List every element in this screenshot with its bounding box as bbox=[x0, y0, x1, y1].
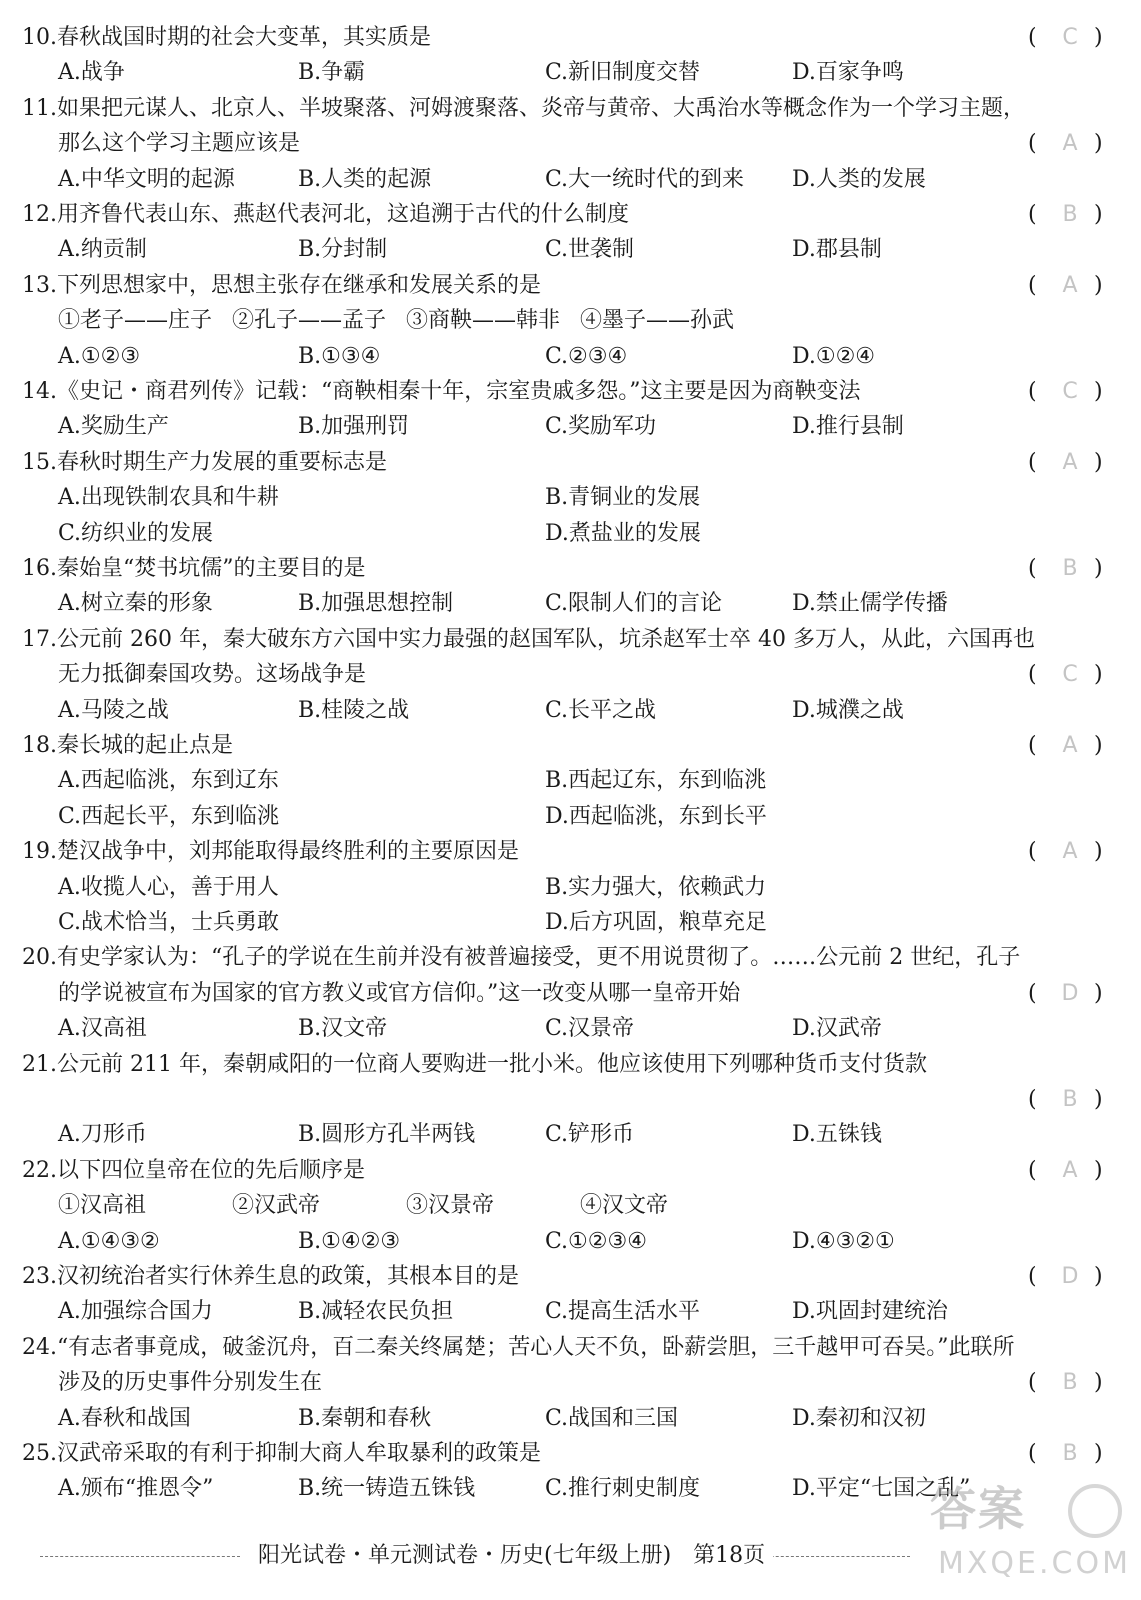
answer-paren-left: ( bbox=[1028, 25, 1037, 50]
option-choice: C.战国和三国 bbox=[545, 1405, 679, 1431]
question-line bbox=[0, 1047, 1141, 1083]
sub-items-line bbox=[0, 303, 1141, 339]
answer-letter: C bbox=[1062, 379, 1078, 404]
answer-paren-left: ( bbox=[1028, 1087, 1037, 1112]
answer-paren-left: ( bbox=[1028, 839, 1037, 865]
watermark-domain: MXQE.COM bbox=[938, 1546, 1131, 1581]
answer-paren-right: ) bbox=[1094, 272, 1103, 298]
option-choice: A.颁布“推恩令” bbox=[58, 1476, 214, 1502]
sub-items-line bbox=[0, 1188, 1141, 1224]
option-choice: A.①④③② bbox=[58, 1228, 160, 1254]
options-line bbox=[0, 870, 1141, 906]
options-line bbox=[0, 232, 1141, 268]
option-choice: B.圆形方孔半两钱 bbox=[298, 1122, 476, 1148]
question-stem: 23.汉初统治者实行休养生息的政策，其根本目的是 bbox=[22, 1264, 519, 1289]
answer-paren-right: ) bbox=[1094, 379, 1103, 404]
watermark-logo bbox=[918, 1478, 1131, 1590]
sub-item: ②孔子——孟子 bbox=[232, 308, 387, 334]
options-line bbox=[0, 55, 1141, 91]
question-stem: 20.有史学家认为：“孔子的学说在生前并没有被普遍接受，更不用说贯彻了。……公元前 2 世纪，孔子 bbox=[22, 945, 1021, 971]
option-choice: A.纳贡制 bbox=[58, 237, 147, 263]
question-line bbox=[0, 940, 1141, 976]
answer-paren-left: ( bbox=[1028, 1264, 1037, 1289]
answer-letter: A bbox=[1062, 1157, 1078, 1183]
answer-letter: A bbox=[1062, 839, 1078, 865]
sub-item: ③商鞅——韩非 bbox=[406, 308, 561, 334]
question-line bbox=[0, 91, 1141, 127]
answer-paren-right: ) bbox=[1094, 1157, 1103, 1183]
option-choice: A.春秋和战国 bbox=[58, 1405, 191, 1431]
option-choice: D.①②④ bbox=[792, 343, 876, 369]
footer-text: 阳光试卷・单元测试卷・历史(七年级上册) 第18页 bbox=[250, 1538, 773, 1574]
option-choice: B.加强思想控制 bbox=[298, 591, 454, 617]
question-stem: 21.公元前 211 年，秦朝咸阳的一位商人要购进一批小米。他应该使用下列哪种货币支付货款 bbox=[22, 1051, 927, 1077]
option-choice: D.煮盐业的发展 bbox=[545, 520, 701, 546]
answer-paren-left: ( bbox=[1028, 131, 1037, 157]
answer-paren-left: ( bbox=[1028, 202, 1037, 227]
sub-item: ①汉高祖 bbox=[58, 1193, 147, 1219]
question-line bbox=[0, 445, 1141, 481]
option-choice: B.汉文帝 bbox=[298, 1016, 388, 1042]
option-choice: A.出现铁制农具和牛耕 bbox=[58, 485, 279, 511]
answer-paren-left: ( bbox=[1028, 556, 1037, 581]
answer-letter: C bbox=[1062, 25, 1078, 50]
footer-rule-left bbox=[40, 1556, 240, 1557]
option-choice: C.纺织业的发展 bbox=[58, 520, 214, 546]
option-choice: C.推行刺史制度 bbox=[545, 1476, 701, 1502]
option-choice: D.④③②① bbox=[792, 1228, 895, 1254]
option-choice: D.禁止儒学传播 bbox=[792, 591, 948, 617]
question-stem: 19.楚汉战争中，刘邦能取得最终胜利的主要原因是 bbox=[22, 839, 519, 865]
question-stem-continued: 那么这个学习主题应该是 bbox=[58, 131, 301, 157]
answer-paren-right: ) bbox=[1094, 1087, 1103, 1112]
option-choice: B.桂陵之战 bbox=[298, 697, 410, 723]
answer-paren-left: ( bbox=[1028, 662, 1037, 688]
answer-letter: B bbox=[1062, 202, 1078, 227]
option-choice: B.分封制 bbox=[298, 237, 388, 263]
option-choice: C.世袭制 bbox=[545, 237, 635, 263]
sub-item: ③汉景帝 bbox=[406, 1193, 495, 1219]
options-line bbox=[0, 586, 1141, 622]
question-stem: 24.“有志者事竟成，破釜沉舟，百二秦关终属楚；苦心人天不负，卧薪尝胆，三千越甲可吞吴。”此联所 bbox=[22, 1334, 1015, 1360]
option-choice: B.实力强大，依赖武力 bbox=[545, 874, 767, 900]
answer-paren-right: ) bbox=[1094, 662, 1103, 688]
answer-paren-right: ) bbox=[1094, 1370, 1103, 1396]
answer-paren-right: ) bbox=[1094, 839, 1103, 865]
answer-paren-left: ( bbox=[1028, 379, 1037, 404]
options-line bbox=[0, 480, 1141, 516]
sub-item: ④汉文帝 bbox=[580, 1193, 669, 1219]
answer-letter: A bbox=[1062, 733, 1078, 758]
answer-paren-left: ( bbox=[1028, 1370, 1037, 1396]
option-choice: B.争霸 bbox=[298, 60, 366, 86]
option-choice: B.统一铸造五铢钱 bbox=[298, 1476, 476, 1502]
option-choice: D.推行县制 bbox=[792, 414, 904, 440]
answer-letter: B bbox=[1062, 1441, 1078, 1466]
answer-paren-right: ) bbox=[1094, 25, 1103, 50]
answer-letter: B bbox=[1062, 1370, 1078, 1396]
option-choice: C.长平之战 bbox=[545, 697, 657, 723]
option-choice: A.加强综合国力 bbox=[58, 1299, 213, 1325]
question-stem-continued: 无力抵御秦国攻势。这场战争是 bbox=[58, 662, 367, 688]
watermark-text: 答案 bbox=[930, 1482, 1026, 1536]
options-line bbox=[0, 162, 1141, 198]
answer-letter: B bbox=[1062, 556, 1078, 581]
option-choice: B.加强刑罚 bbox=[298, 414, 410, 440]
option-choice: D.秦初和汉初 bbox=[792, 1405, 926, 1431]
option-choice: A.刀形币 bbox=[58, 1122, 147, 1148]
answer-letter: D bbox=[1061, 980, 1079, 1006]
option-choice: D.后方巩固，粮草充足 bbox=[545, 910, 767, 935]
answer-letter: D bbox=[1061, 1264, 1079, 1289]
options-line bbox=[0, 1401, 1141, 1437]
sub-item: ②汉武帝 bbox=[232, 1193, 321, 1219]
option-choice: A.树立秦的形象 bbox=[58, 591, 213, 617]
option-choice: B.①③④ bbox=[298, 343, 381, 369]
answer-paren-left: ( bbox=[1028, 733, 1037, 758]
options-line bbox=[0, 763, 1141, 799]
option-choice: A.汉高祖 bbox=[58, 1016, 147, 1042]
option-choice: C.大一统时代的到来 bbox=[545, 166, 745, 192]
watermark-ring-icon bbox=[1068, 1484, 1122, 1538]
question-stem: 11.如果把元谋人、北京人、半坡聚落、河姆渡聚落、炎帝与黄帝、大禹治水等概念作为一个学习主题， bbox=[22, 95, 1025, 121]
option-choice: D.巩固封建统治 bbox=[792, 1299, 948, 1325]
option-choice: C.西起长平，东到临洮 bbox=[58, 803, 280, 829]
question-line bbox=[0, 976, 1141, 1012]
option-choice: C.铲形币 bbox=[545, 1122, 635, 1148]
question-stem: 16.秦始皇“焚书坑儒”的主要目的是 bbox=[22, 556, 366, 581]
option-choice: B.西起辽东，东到临洮 bbox=[545, 768, 767, 794]
option-choice: D.郡县制 bbox=[792, 237, 882, 263]
option-choice: B.人类的起源 bbox=[298, 166, 432, 192]
option-choice: C.①②③④ bbox=[545, 1228, 647, 1254]
answer-paren-right: ) bbox=[1094, 131, 1103, 157]
question-stem-continued: 涉及的历史事件分别发生在 bbox=[58, 1370, 323, 1396]
options-line bbox=[0, 1294, 1141, 1330]
answer-paren-left: ( bbox=[1028, 1157, 1037, 1183]
page-footer bbox=[40, 1538, 910, 1574]
answer-paren-right: ) bbox=[1094, 1264, 1103, 1289]
question-line bbox=[0, 268, 1141, 304]
question-stem-continued: 的学说被宣布为国家的官方教义或官方信仰。”这一改变从哪一皇帝开始 bbox=[58, 980, 741, 1006]
question-stem: 15.春秋时期生产力发展的重要标志是 bbox=[22, 449, 387, 475]
answer-paren-right: ) bbox=[1094, 1441, 1103, 1466]
option-choice: A.西起临洮，东到辽东 bbox=[58, 768, 279, 794]
question-stem: 25.汉武帝采取的有利于抑制大商人牟取暴利的政策是 bbox=[22, 1441, 541, 1466]
question-line bbox=[0, 1365, 1141, 1401]
answer-paren-left: ( bbox=[1028, 1441, 1037, 1466]
options-line bbox=[0, 905, 1141, 941]
question-line bbox=[0, 1330, 1141, 1366]
question-line bbox=[0, 834, 1141, 870]
question-stem: 13.下列思想家中，思想主张存在继承和发展关系的是 bbox=[22, 272, 541, 298]
question-line bbox=[0, 197, 1141, 233]
answer-paren-right: ) bbox=[1094, 202, 1103, 227]
options-line bbox=[0, 1011, 1141, 1047]
answer-letter: A bbox=[1062, 131, 1078, 157]
question-stem: 14.《史记・商君列传》记载：“商鞅相秦十年，宗室贵戚多怨。”这主要是因为商鞅变法 bbox=[22, 379, 861, 404]
option-choice: A.奖励生产 bbox=[58, 414, 169, 440]
question-line bbox=[0, 1082, 1141, 1118]
question-stem: 18.秦长城的起止点是 bbox=[22, 733, 233, 758]
question-stem: 10.春秋战国时期的社会大变革，其实质是 bbox=[22, 25, 431, 50]
option-choice: D.城濮之战 bbox=[792, 697, 904, 723]
option-choice: B.青铜业的发展 bbox=[545, 485, 701, 511]
answer-paren-left: ( bbox=[1028, 272, 1037, 298]
answer-paren-right: ) bbox=[1094, 733, 1103, 758]
answer-letter: C bbox=[1062, 662, 1078, 688]
question-stem: 17.公元前 260 年，秦大破东方六国中实力最强的赵国军队，坑杀赵军士卒 40 多万人，从此，六国再也 bbox=[22, 626, 1035, 652]
options-line bbox=[0, 799, 1141, 835]
option-choice: D.百家争鸣 bbox=[792, 60, 904, 86]
option-choice: A.战争 bbox=[58, 60, 125, 86]
answer-paren-right: ) bbox=[1094, 556, 1103, 581]
option-choice: C.汉景帝 bbox=[545, 1016, 635, 1042]
answer-paren-right: ) bbox=[1094, 449, 1103, 475]
options-line bbox=[0, 516, 1141, 552]
option-choice: B.①④②③ bbox=[298, 1228, 401, 1254]
option-choice: A.马陵之战 bbox=[58, 697, 169, 723]
question-line bbox=[0, 728, 1141, 764]
question-stem: 22.以下四位皇帝在位的先后顺序是 bbox=[22, 1157, 365, 1183]
answer-paren-right: ) bbox=[1094, 980, 1103, 1006]
options-line bbox=[0, 1224, 1141, 1260]
question-line bbox=[0, 1259, 1141, 1295]
question-line bbox=[0, 20, 1141, 56]
option-choice: C.限制人们的言论 bbox=[545, 591, 723, 617]
options-line bbox=[0, 409, 1141, 445]
option-choice: B.秦朝和春秋 bbox=[298, 1405, 432, 1431]
option-choice: C.新旧制度交替 bbox=[545, 60, 701, 86]
question-stem: 12.用齐鲁代表山东、燕赵代表河北，这追溯于古代的什么制度 bbox=[22, 202, 629, 227]
options-line bbox=[0, 693, 1141, 729]
option-choice: D.汉武帝 bbox=[792, 1016, 882, 1042]
answer-paren-left: ( bbox=[1028, 449, 1037, 475]
option-choice: C.②③④ bbox=[545, 343, 628, 369]
option-choice: D.西起临洮，东到长平 bbox=[545, 803, 767, 829]
option-choice: C.奖励军功 bbox=[545, 414, 657, 440]
option-choice: D.人类的发展 bbox=[792, 166, 926, 192]
question-line bbox=[0, 1153, 1141, 1189]
option-choice: A.中华文明的起源 bbox=[58, 166, 235, 192]
option-choice: D.平定“七国之乱” bbox=[792, 1476, 971, 1502]
sub-item: ④墨子——孙武 bbox=[580, 308, 735, 334]
question-line bbox=[0, 622, 1141, 658]
option-choice: A.收揽人心，善于用人 bbox=[58, 874, 279, 900]
option-choice: D.五铢钱 bbox=[792, 1122, 882, 1148]
options-line bbox=[0, 339, 1141, 375]
answer-letter: B bbox=[1062, 1087, 1078, 1112]
question-line bbox=[0, 657, 1141, 693]
option-choice: C.提高生活水平 bbox=[545, 1299, 701, 1325]
sub-item: ①老子——庄子 bbox=[58, 308, 213, 334]
options-line bbox=[0, 1117, 1141, 1153]
answer-paren-left: ( bbox=[1028, 980, 1037, 1006]
question-line bbox=[0, 126, 1141, 162]
option-choice: B.减轻农民负担 bbox=[298, 1299, 454, 1325]
question-line bbox=[0, 374, 1141, 410]
answer-letter: A bbox=[1062, 272, 1078, 298]
answer-letter: A bbox=[1062, 449, 1078, 475]
question-line bbox=[0, 551, 1141, 587]
question-line bbox=[0, 1436, 1141, 1472]
option-choice: C.战术恰当，士兵勇敢 bbox=[58, 910, 280, 935]
option-choice: A.①②③ bbox=[58, 343, 141, 369]
